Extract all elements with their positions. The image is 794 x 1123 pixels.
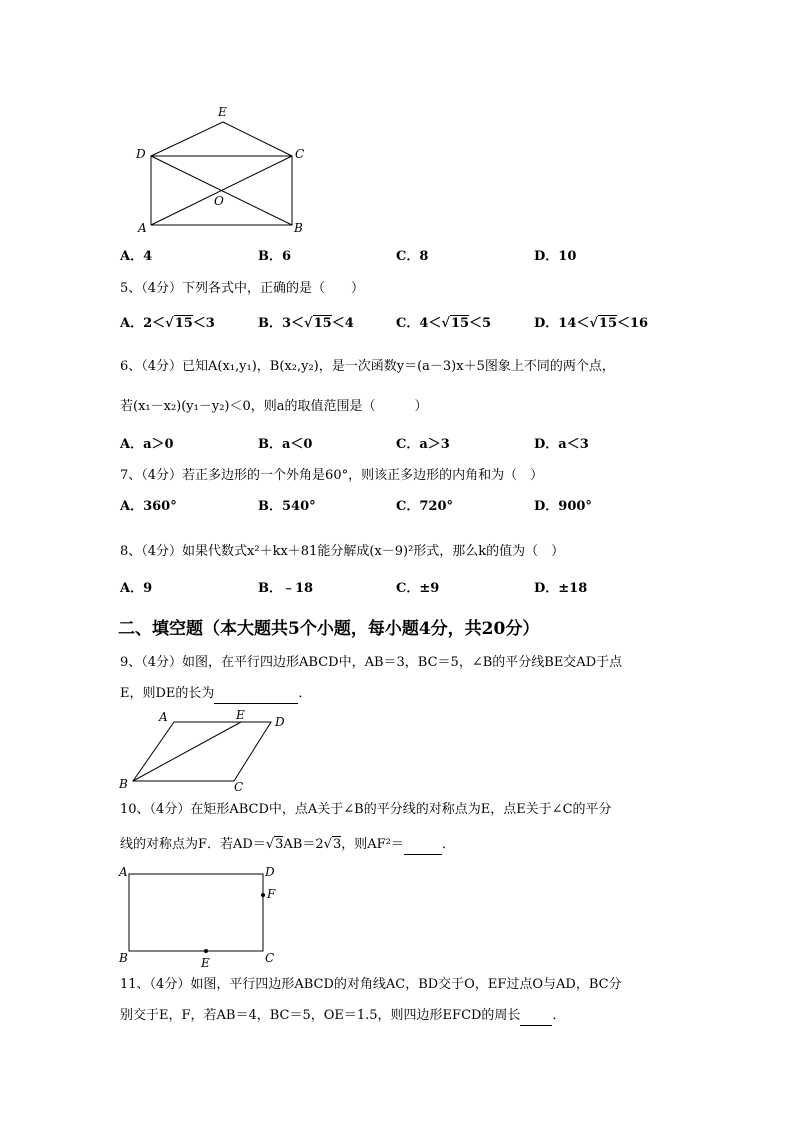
q10-text-b: AB＝2 — [283, 837, 324, 852]
sqrt-15: √15 — [441, 316, 470, 331]
q11-line2-prefix: 别交于E，F，若AB＝4，BC＝5，OE＝1.5，则四边形EFCD的周长 — [120, 1008, 521, 1023]
figure-rectangle-q10 — [115, 862, 295, 972]
option-letter: A． — [120, 316, 144, 331]
label-D: D — [136, 147, 146, 161]
option-left: 14＜ — [558, 316, 590, 331]
q10-line1: 10、（4分）在矩形ABCD中，点A关于∠B的平分线的对称点为E，点E关于∠C的平分 — [120, 802, 612, 817]
point-e — [204, 949, 208, 953]
q5-stem: 5、（4分）下列各式中，正确的是（ ） — [120, 281, 365, 296]
q7-option-b[interactable]: B．540° — [258, 499, 316, 514]
segment-de — [151, 122, 223, 156]
q9-line2-suffix: ． — [298, 686, 312, 701]
q6-option-c[interactable]: C．a＞3 — [396, 437, 450, 452]
label-D: D — [265, 865, 275, 879]
q4-option-b[interactable]: B．6 — [258, 249, 292, 264]
parallelogram-abcd — [133, 722, 271, 781]
rectangle-abcd — [129, 874, 263, 951]
q5-option-c[interactable] — [396, 315, 491, 333]
option-right: ＜3 — [192, 316, 215, 331]
q10-text-a: 线的对称点为F．若AD＝ — [120, 837, 266, 852]
q5-option-b[interactable] — [258, 315, 354, 333]
q8-option-c[interactable]: C．±9 — [396, 581, 440, 596]
q6-stem-line2: 若(x₁－x₂)(y₁－y₂)＜0，则a的取值范围是（ ） — [120, 399, 428, 414]
q8-option-a[interactable]: A．9 — [120, 581, 153, 596]
q9-line2-prefix: E，则DE的长为 — [120, 686, 215, 701]
label-F: F — [267, 887, 276, 901]
section2-title: 二、填空题（本大题共5个小题，每小题4分，共20分） — [118, 619, 540, 639]
label-E: E — [201, 956, 210, 970]
q10-answer-blank[interactable] — [404, 836, 442, 855]
q4-option-c[interactable]: C．8 — [396, 249, 429, 264]
label-A: A — [138, 221, 147, 235]
q10-text-c: ，则AF²＝ — [341, 837, 404, 852]
label-B: B — [119, 951, 128, 965]
q7-stem: 7、（4分）若正多边形的一个外角是60°，则该正多边形的内角和为（ ） — [120, 468, 544, 483]
q10-text-d: ． — [441, 837, 455, 852]
q11-line2-suffix: ． — [552, 1008, 566, 1023]
q4-option-a[interactable]: A．4 — [120, 249, 153, 264]
segment-be — [133, 722, 241, 781]
q11-answer-blank[interactable] — [520, 1007, 552, 1026]
q6-option-d[interactable]: D．a＜3 — [534, 437, 589, 452]
option-left: 3＜ — [282, 316, 305, 331]
label-E: E — [236, 708, 245, 722]
sqrt-15: √15 — [304, 316, 332, 331]
q9-answer-blank[interactable] — [214, 685, 298, 704]
label-A: A — [119, 865, 128, 879]
option-left: 2＜ — [143, 316, 166, 331]
segment-ec — [223, 122, 292, 156]
q9-line2 — [120, 685, 311, 704]
q8-option-b[interactable]: B．﹣18 — [258, 581, 314, 596]
option-left: 4＜ — [419, 316, 442, 331]
figure-parallelogram-q9 — [115, 706, 305, 796]
q7-option-c[interactable]: C．720° — [396, 499, 453, 514]
option-letter: C． — [396, 316, 420, 331]
q5-option-a[interactable] — [120, 315, 215, 333]
q6-stem-line1: 6、（4分）已知A(x₁,y₁)，B(x₂,y₂)，是一次函数y＝(a－3)x＋5图象上不同的两个点， — [120, 359, 615, 374]
sqrt-3: √3 — [323, 837, 342, 852]
point-f — [261, 893, 265, 897]
q9-line1: 9、（4分）如图，在平行四边形ABCD中，AB＝3，BC＝5，∠B的平分线BE交AD于点 — [120, 655, 623, 670]
q6-option-b[interactable]: B．a＜0 — [258, 437, 313, 452]
label-C: C — [265, 951, 275, 965]
q10-line2 — [120, 836, 455, 855]
sqrt-15: √15 — [165, 316, 193, 331]
q4-option-d[interactable]: D．10 — [534, 249, 577, 264]
label-E: E — [218, 105, 227, 119]
label-C: C — [234, 780, 244, 794]
label-D: D — [275, 715, 285, 729]
option-right: ＜16 — [617, 316, 649, 331]
q8-option-d[interactable]: D．±18 — [534, 581, 588, 596]
label-B: B — [294, 221, 303, 235]
option-letter: B． — [258, 316, 282, 331]
label-B: B — [119, 777, 128, 791]
q7-option-d[interactable]: D．900° — [534, 499, 592, 514]
option-letter: D． — [534, 316, 559, 331]
sqrt-3: √3 — [265, 837, 284, 852]
option-right: ＜4 — [331, 316, 354, 331]
q7-option-a[interactable]: A．360° — [120, 499, 177, 514]
q5-option-d[interactable] — [534, 315, 648, 333]
label-A: A — [159, 710, 168, 724]
option-right: ＜5 — [469, 316, 492, 331]
label-O: O — [214, 194, 224, 208]
q8-stem: 8、（4分）如果代数式x²＋kx＋81能分解成(x－9)²形式，那么k的值为（ ） — [120, 544, 565, 559]
q11-line2 — [120, 1007, 565, 1026]
label-C: C — [295, 147, 305, 161]
q6-option-a[interactable]: A．a＞0 — [120, 437, 174, 452]
figure-rectangle-diagonals — [130, 100, 320, 240]
q11-line1: 11、（4分）如图，平行四边形ABCD的对角线AC，BD交于O，EF过点O与AD，BC分 — [120, 977, 622, 992]
sqrt-15: √15 — [589, 316, 618, 331]
